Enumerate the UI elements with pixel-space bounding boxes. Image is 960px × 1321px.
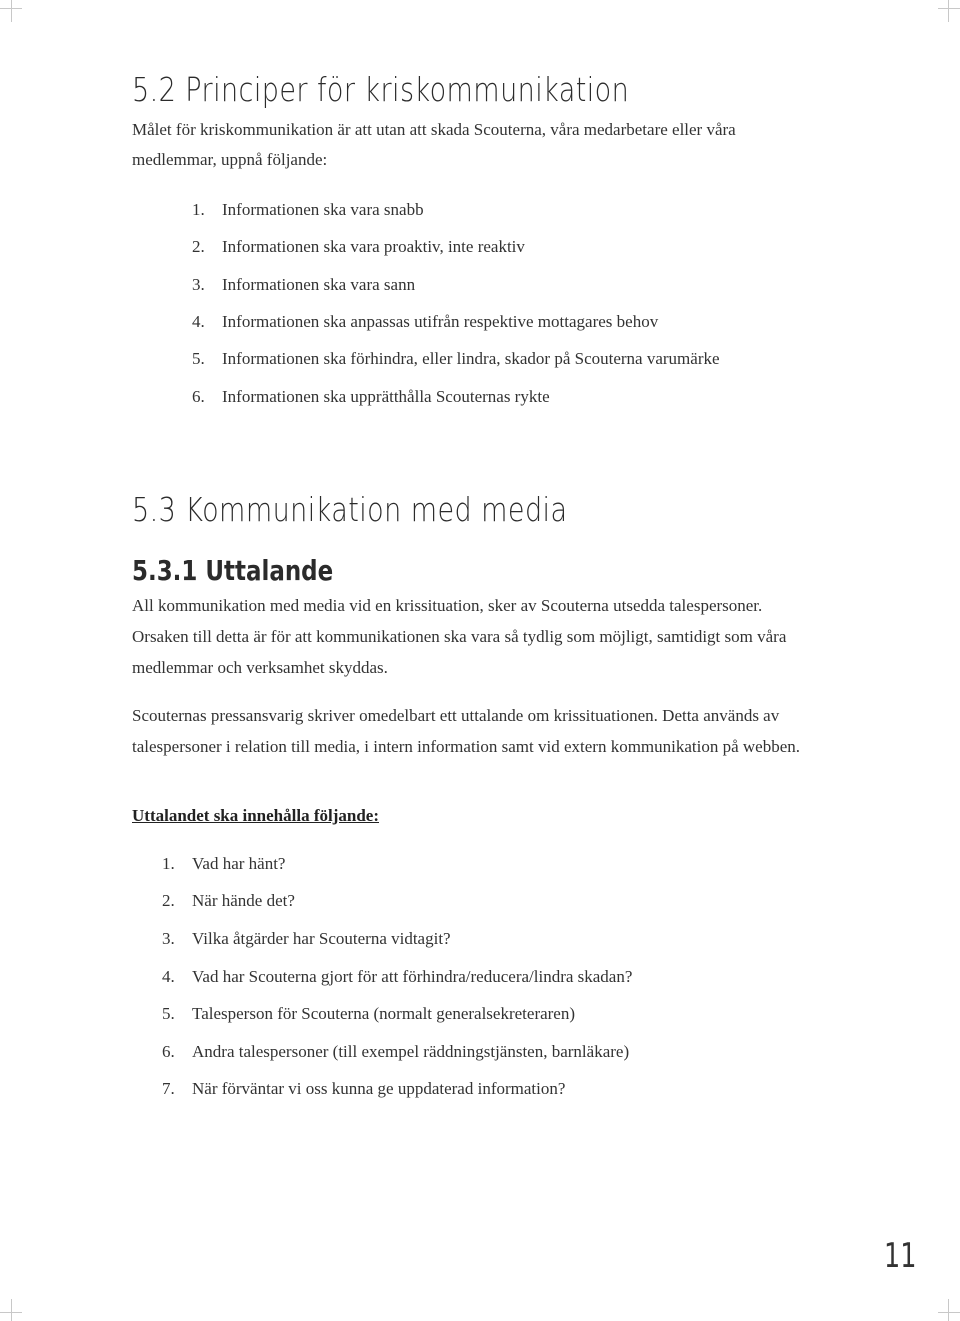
paragraph-1-line-2: Orsaken till detta är för att kommunikationen ska vara så tydlig som möjligt, samtidigt som våra [132, 627, 787, 646]
list-item [192, 275, 415, 295]
list-item [162, 967, 632, 987]
paragraph-1-line-1: All kommunikation med media vid en krissituation, sker av Scouterna utsedda talespersoner. [132, 596, 763, 615]
list-item-number: 2. [192, 237, 205, 256]
list-item-text: Vad har Scouterna gjort för att förhindra/reducera/lindra skadan? [192, 967, 633, 986]
list-item-number: 3. [192, 275, 205, 294]
list-item-number: 4. [162, 967, 175, 986]
crop-mark-bottom-left-v [11, 1299, 12, 1321]
list-item-text: Vad har hänt? [192, 854, 286, 873]
list-item-number: 3. [162, 929, 175, 948]
intro-line-2: medlemmar, uppnå följande: [132, 150, 328, 169]
sub-heading-5-3-1: 5.3.1 Uttalande [132, 554, 334, 587]
list-item-text: Andra talespersoner (till exempel räddningstjänsten, barnläkare) [192, 1042, 630, 1061]
list-item [192, 237, 525, 257]
list-item-text: Informationen ska upprätthålla Scouternas rykte [222, 387, 550, 406]
list-item-text: När förväntar vi oss kunna ge uppdaterad information? [192, 1079, 566, 1098]
list-item-text: Informationen ska vara sann [222, 275, 416, 294]
list-item-text: Informationen ska vara snabb [222, 200, 424, 219]
list-item [162, 854, 285, 874]
crop-mark-top-right-v [948, 0, 949, 22]
list-item-text: Informationen ska anpassas utifrån respektive mottagares behov [222, 312, 659, 331]
list-item-text: Talesperson för Scouterna (normalt generalsekreteraren) [192, 1004, 576, 1023]
intro-line-1: Målet för kriskommunikation är att utan att skada Scouterna, våra medarbetare eller våra [132, 120, 736, 139]
list-item-number: 1. [192, 200, 205, 219]
list-item [162, 1042, 629, 1062]
list-item-text: Informationen ska förhindra, eller lindra, skador på Scouterna varumärke [222, 349, 720, 368]
paragraph-2-line-1: Scouternas pressansvarig skriver omedelbart ett uttalande om krissituationen. Detta används av [132, 706, 780, 725]
paragraph-2-line-2: talespersoner i relation till media, i intern information samt vid extern kommunikation på webben. [132, 737, 801, 756]
list-item-number: 6. [162, 1042, 175, 1061]
list-item [192, 312, 658, 332]
list-item-text: Informationen ska vara proaktiv, inte reaktiv [222, 237, 525, 256]
list-item-number: 5. [192, 349, 205, 368]
list-item [192, 349, 720, 369]
list-item-number: 7. [162, 1079, 175, 1098]
list-item-text: När hände det? [192, 891, 295, 910]
statement-heading: Uttalandet ska innehålla följande: [132, 806, 379, 825]
list-item-number: 1. [162, 854, 175, 873]
list-item [162, 929, 451, 949]
list-item-number: 5. [162, 1004, 175, 1023]
list-item [162, 1079, 565, 1099]
list-item [192, 387, 550, 407]
list-item [162, 1004, 575, 1024]
list-item-number: 2. [162, 891, 175, 910]
section-heading-5-2: 5.2 Principer för kriskommunikation [132, 70, 630, 109]
list-item-text: Vilka åtgärder har Scouterna vidtagit? [192, 929, 451, 948]
crop-mark-bottom-right-h [938, 1312, 960, 1313]
list-item-number: 6. [192, 387, 205, 406]
section-heading-5-3: 5.3 Kommunikation med media [132, 490, 568, 529]
page-number: 11 [884, 1236, 917, 1276]
crop-mark-bottom-right-v [948, 1299, 949, 1321]
list-item [162, 891, 295, 911]
list-item [192, 200, 424, 220]
paragraph-1-line-3: medlemmar och verksamhet skyddas. [132, 658, 388, 677]
crop-mark-top-left-v [11, 0, 12, 22]
crop-mark-top-right-h [938, 8, 960, 9]
list-item-number: 4. [192, 312, 205, 331]
